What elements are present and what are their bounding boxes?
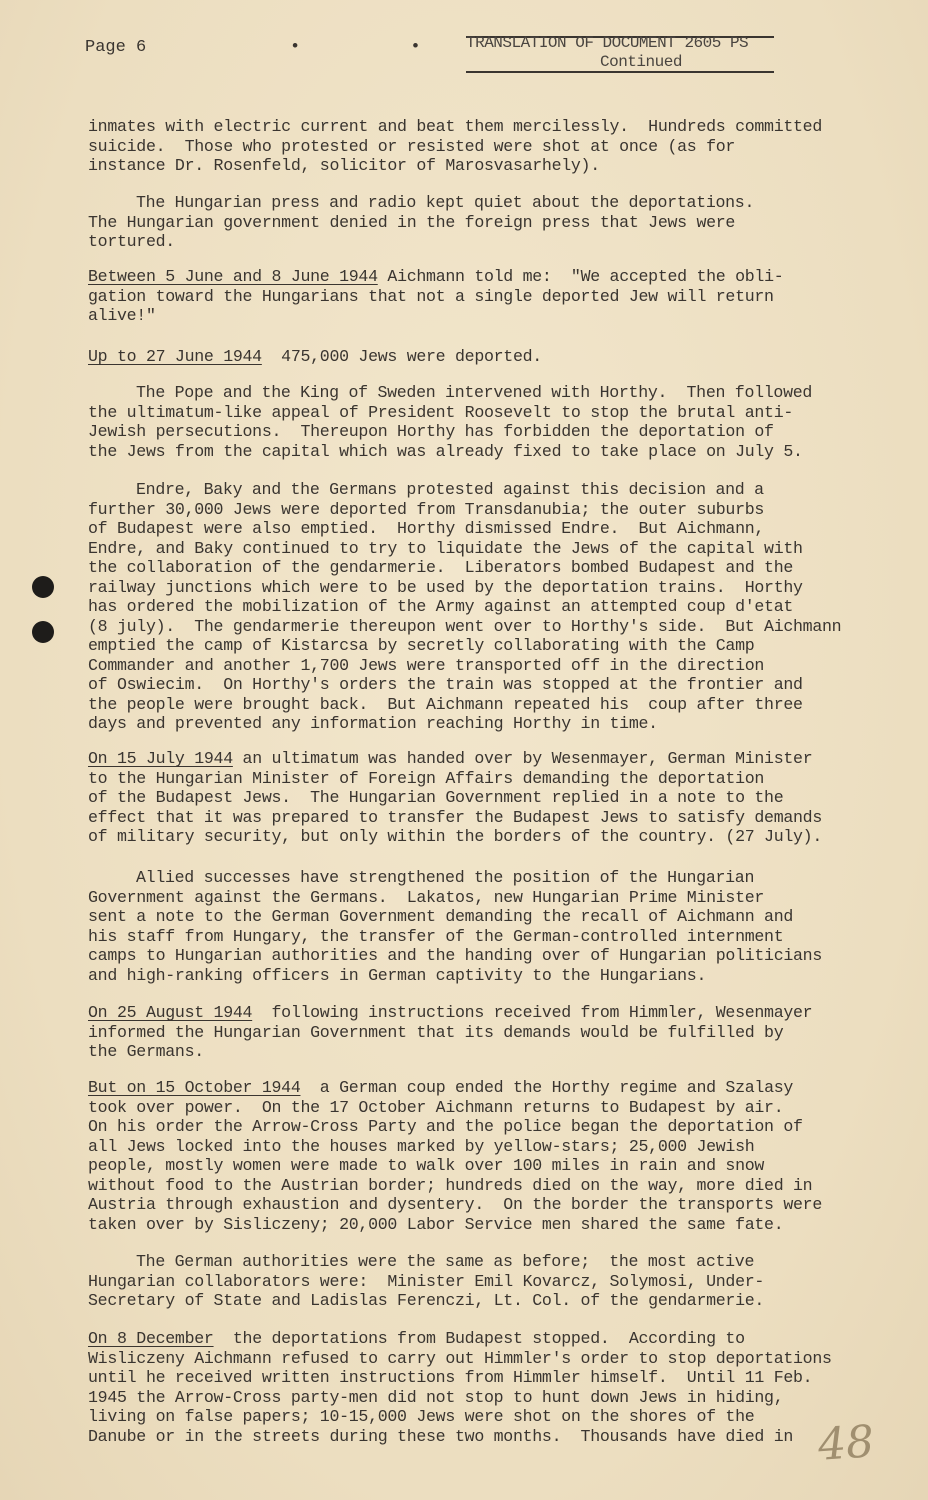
- text-line: and high-ranking officers in German captivity to the Hungarians.: [88, 965, 707, 985]
- text-line: tortured.: [88, 232, 175, 251]
- underlined-date: On 8 December: [88, 1329, 214, 1348]
- text-line: of Budapest were also emptied. Horthy dismissed Endre. But Aichmann,: [88, 519, 765, 538]
- text-line: Allied successes have strengthened the position of the Hungarian: [136, 868, 755, 887]
- text-line: The Pope and the King of Sweden intervened with Horthy. Then followed: [136, 383, 813, 402]
- text-line: Endre, and Baky continued to try to liquidate the Jews of the capital with: [88, 538, 803, 558]
- text-line: Commander and another 1,700 Jews were transported off in the direction: [88, 655, 765, 675]
- text-line: [88, 749, 822, 769]
- text-line: Endre, Baky and the Germans protested against this decision and a: [136, 480, 764, 499]
- text-line: The Hungarian government denied in the foreign press that Jews were: [88, 212, 736, 232]
- paragraph: [88, 1252, 764, 1311]
- paragraph: [88, 1003, 812, 1062]
- text-line: has ordered the mobilization of the Army against an attempted coup d'etat: [88, 597, 794, 616]
- text-line: suicide. Those who protested or resisted were shot at once (as for: [88, 136, 736, 156]
- header-dots: • •: [290, 38, 471, 57]
- text-line: Hungarian collaborators were: Minister Emil Kovarcz, Solymosi, Under-: [88, 1271, 765, 1291]
- text-line: [88, 347, 542, 367]
- text-line: effect that it was prepared to transfer the Budapest Jews to satisfy demands: [88, 807, 822, 827]
- text-line: the collaboration of the gendarmerie. Liberators bombed Budapest and the: [88, 558, 794, 577]
- text-line: instance Dr. Rosenfeld, solicitor of Marosvasarhely).: [88, 156, 600, 175]
- underlined-date: On 25 August 1944: [88, 1003, 253, 1022]
- text-line: the people were brought back. But Aichmann repeated his coup after three: [88, 694, 803, 714]
- text-line: Secretary of State and Ladislas Ferenczi, Lt. Col. of the gendarmerie.: [88, 1291, 765, 1310]
- paragraph: [88, 1078, 822, 1234]
- text-line: 1945 the Arrow-Cross party-men did not stop to hunt down Jews in hiding,: [88, 1387, 784, 1407]
- text-line: Government against the Germans. Lakatos, new Hungarian Prime Minister: [88, 887, 765, 907]
- line-text: an ultimatum was handed over by Wesenmayer, German Minister: [232, 749, 813, 768]
- paragraph: [88, 1329, 832, 1446]
- text-line: [88, 1329, 832, 1349]
- text-line: taken over by Sisliczeny; 20,000 Labor Service men shared the same fate.: [88, 1214, 784, 1234]
- text-line: further 30,000 Jews were deported from Transdanubia; the outer suburbs: [88, 499, 765, 519]
- text-line: sent a note to the German Government demanding the recall of Aichmann and: [88, 907, 794, 926]
- text-line: the Germans.: [88, 1042, 204, 1061]
- text-line: until he received written instructions from Himmler himself. Until 11 Feb.: [88, 1368, 813, 1387]
- line-text: the deportations from Budapest stopped. According to: [213, 1329, 745, 1348]
- punch-hole: [32, 621, 54, 643]
- text-line: people, mostly women were made to walk over 100 miles in rain and snow: [88, 1156, 765, 1175]
- text-line: camps to Hungarian authorities and the handing over of Hungarian politicians: [88, 946, 822, 965]
- text-line: informed the Hungarian Government that its demands would be fulfilled by: [88, 1022, 784, 1042]
- text-line: to the Hungarian Minister of Foreign Affairs demanding the deportation: [88, 768, 765, 788]
- text-line: days and prevented any information reaching Horthy in time.: [88, 714, 658, 733]
- text-line: the Jews from the capital which was already fixed to take place on July 5.: [88, 441, 803, 461]
- text-line: of the Budapest Jews. The Hungarian Government replied in a note to the: [88, 788, 784, 807]
- text-line: The Hungarian press and radio kept quiet about the deportations.: [136, 193, 755, 212]
- text-line: the ultimatum-like appeal of President Roosevelt to stop the brutal anti-: [88, 402, 794, 422]
- continued-label: Continued: [600, 53, 682, 71]
- document-title: TRANSLATION OF DOCUMENT 2605 PS: [466, 34, 749, 52]
- text-line: inmates with electric current and beat them mercilessly. Hundreds committed: [88, 117, 822, 136]
- page-label: Page 6: [85, 38, 147, 57]
- paragraph: [88, 347, 542, 367]
- text-line: alive!": [88, 306, 156, 325]
- text-line: railway junctions which were to be used by the deportation trains. Horthy: [88, 577, 803, 597]
- text-line: of military security, but only within the borders of the country. (27 July).: [88, 827, 822, 846]
- paragraph: [88, 117, 822, 176]
- text-line: Jewish persecutions. Thereupon Horthy has forbidden the deportation of: [88, 422, 774, 441]
- text-line: Wisliczeny Aichmann refused to carry out Himmler's order to stop deportations: [88, 1348, 832, 1368]
- text-line: Austria through exhaustion and dysentery. On the border the transports were: [88, 1195, 822, 1214]
- paragraph: [88, 267, 783, 326]
- paragraph: [88, 383, 812, 461]
- handwritten-page-number: 48: [816, 1416, 876, 1471]
- underlined-date: Up to 27 June 1944: [88, 347, 262, 366]
- underlined-date: On 15 July 1944: [88, 749, 233, 768]
- underlined-date: Between 5 June and 8 June 1944: [88, 267, 378, 286]
- paragraph: [88, 480, 841, 734]
- text-line: all Jews locked into the houses marked by yellow-stars; 25,000 Jewish: [88, 1136, 755, 1156]
- text-line: [88, 267, 783, 287]
- paragraph: [88, 749, 822, 847]
- text-line: gation toward the Hungarians that not a single deported Jew will return: [88, 286, 774, 306]
- text-line: [88, 1078, 822, 1098]
- line-text: 475,000 Jews were deported.: [261, 347, 542, 366]
- header-rule-bottom: [466, 71, 774, 73]
- text-line: [88, 1003, 812, 1023]
- punch-hole: [32, 576, 54, 598]
- line-text: Aichmann told me: "We accepted the obli-: [377, 267, 784, 286]
- line-text: following instructions received from Himmler, Wesenmayer: [252, 1003, 813, 1022]
- line-text: a German coup ended the Horthy regime and Szalasy: [300, 1078, 794, 1097]
- text-line: (8 july). The gendarmerie thereupon went over to Horthy's side. But Aichmann: [88, 616, 842, 636]
- text-line: his staff from Hungary, the transfer of the German-controlled internment: [88, 926, 784, 946]
- text-line: Danube or in the streets during these two months. Thousands have died in: [88, 1426, 794, 1446]
- text-line: living on false papers; 10-15,000 Jews were shot on the shores of the: [88, 1407, 755, 1426]
- text-line: without food to the Austrian border; hundreds died on the way, more died in: [88, 1175, 813, 1195]
- text-line: took over power. On the 17 October Aichmann returns to Budapest by air.: [88, 1097, 784, 1117]
- underlined-date: But on 15 October 1944: [88, 1078, 301, 1097]
- paragraph: [88, 868, 822, 985]
- paragraph: [88, 193, 754, 252]
- text-line: emptied the camp of Kistarcsa by secretly collaborating with the Camp: [88, 636, 755, 655]
- text-line: The German authorities were the same as before; the most active: [136, 1252, 755, 1271]
- text-line: On his order the Arrow-Cross Party and the police began the deportation of: [88, 1117, 803, 1136]
- text-line: of Oswiecim. On Horthy's orders the train was stopped at the frontier and: [88, 675, 803, 694]
